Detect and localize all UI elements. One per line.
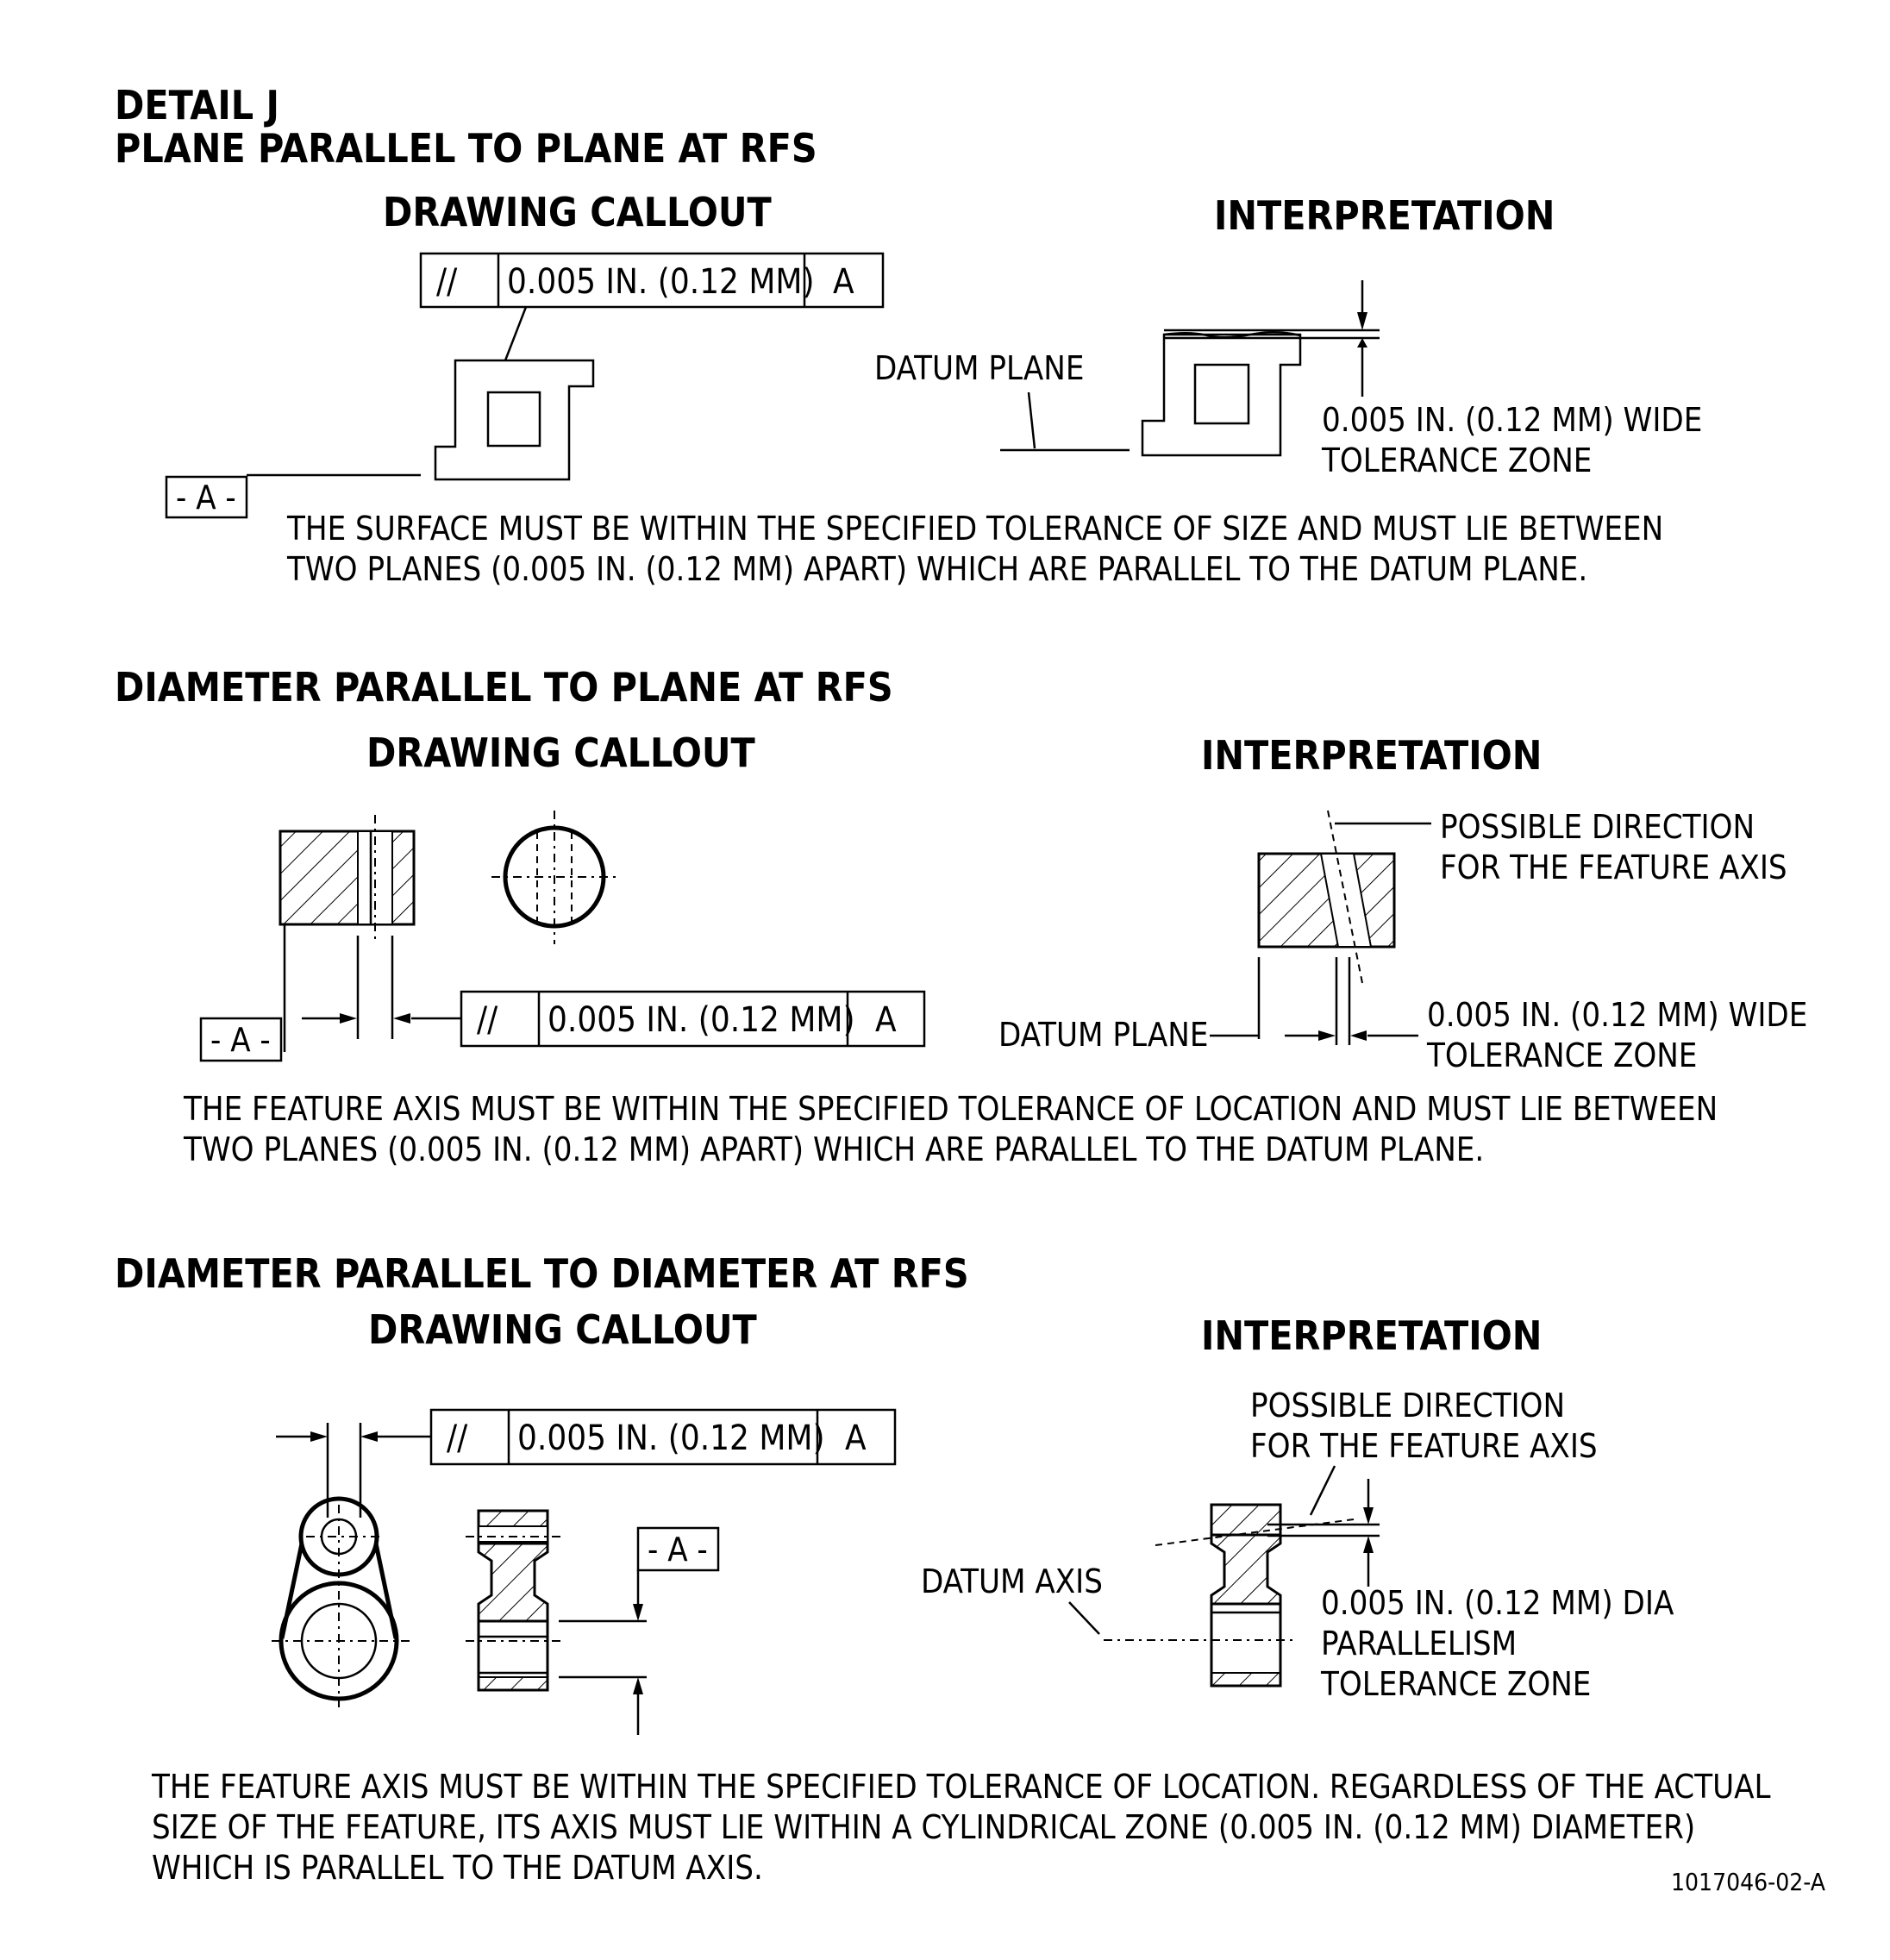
section-3-interp-title: INTERPRETATION (1201, 1312, 1543, 1359)
section-2-interp-block (1259, 811, 1394, 983)
section-2-end-view (491, 811, 616, 944)
section-3-interp-part (1104, 1505, 1354, 1686)
section-3-callout-title: DRAWING CALLOUT (368, 1306, 757, 1353)
section-3-direction-line2: FOR THE FEATURE AXIS (1250, 1427, 1598, 1465)
section-1-zone-line2: TOLERANCE ZONE (1322, 441, 1593, 479)
section-3-desc-line3: WHICH IS PARALLEL TO THE DATUM AXIS. (152, 1849, 763, 1887)
section-3-zone-line3: TOLERANCE ZONE (1321, 1665, 1592, 1703)
section-3-datum-label: DATUM AXIS (921, 1562, 1103, 1600)
section-3-datum-tag: - A - (648, 1531, 708, 1569)
section-1-part-window (488, 392, 540, 446)
section-2-zone-line2: TOLERANCE ZONE (1427, 1036, 1698, 1074)
section-1-part (435, 360, 593, 479)
fcf-datum: A (845, 1418, 867, 1458)
section-3-desc-line2: SIZE OF THE FEATURE, ITS AXIS MUST LIE WITHIN A CYLINDRICAL ZONE (0.005 IN. (0.12 MM) DIAMETER) (152, 1808, 1696, 1846)
section-3-zone-line1: 0.005 IN. (0.12 MM) DIA (1321, 1584, 1674, 1622)
fcf-datum: A (875, 1000, 897, 1040)
section-3-section-view (466, 1511, 565, 1690)
section-3-zone-line2: PARALLELISM (1321, 1625, 1518, 1663)
fcf-tolerance: 0.005 IN. (0.12 MM) (517, 1418, 825, 1458)
parallelism-symbol: // (447, 1418, 468, 1458)
section-1-callout-title: DRAWING CALLOUT (383, 189, 772, 235)
direction-3-leader (1311, 1466, 1335, 1515)
section-3-link-arm (272, 1499, 410, 1707)
section-1-interp-part (1142, 335, 1300, 455)
section-2-direction-line1: POSSIBLE DIRECTION (1440, 808, 1755, 846)
fcf-datum: A (833, 262, 854, 302)
section-2-direction-line2: FOR THE FEATURE AXIS (1440, 848, 1787, 886)
detail-title: DETAIL J (115, 82, 279, 128)
section-2-feature-control-frame (461, 992, 924, 1046)
fcf-tolerance: 0.005 IN. (0.12 MM) (548, 1000, 855, 1040)
section-1-desc-line1: THE SURFACE MUST BE WITHIN THE SPECIFIED TOLERANCE OF SIZE AND MUST LIE BETWEEN (287, 510, 1664, 548)
section-2-interp-title: INTERPRETATION (1201, 732, 1543, 779)
parallelism-symbol: // (436, 262, 458, 302)
section-1-heading: PLANE PARALLEL TO PLANE AT RFS (115, 125, 817, 172)
datum-axis-leader (1069, 1602, 1099, 1634)
section-2-datum-tag: - A - (210, 1021, 271, 1059)
section-2-zone-line1: 0.005 IN. (0.12 MM) WIDE (1427, 996, 1808, 1034)
section-2-datum-label: DATUM PLANE (998, 1016, 1209, 1054)
section-1-datum-label: DATUM PLANE (874, 349, 1085, 387)
section-1-interp-window (1195, 365, 1249, 423)
section-3-desc-line1: THE FEATURE AXIS MUST BE WITHIN THE SPECIFIED TOLERANCE OF LOCATION. REGARDLESS OF THE ACTUAL (152, 1768, 1771, 1806)
section-3-direction-line1: POSSIBLE DIRECTION (1250, 1387, 1566, 1425)
parallelism-symbol: // (477, 1000, 498, 1040)
section-1-desc-line2: TWO PLANES (0.005 IN. (0.12 MM) APART) WHICH ARE PARALLEL TO THE DATUM PLANE. (287, 550, 1588, 588)
section-2-callout-block (280, 815, 414, 940)
section-1-datum-tag: - A - (176, 479, 236, 517)
section-1-interp-title: INTERPRETATION (1214, 192, 1555, 239)
fcf-tolerance: 0.005 IN. (0.12 MM) (507, 262, 815, 302)
section-2-desc-line2: TWO PLANES (0.005 IN. (0.12 MM) APART) WHICH ARE PARALLEL TO THE DATUM PLANE. (184, 1130, 1485, 1168)
section-3-feature-control-frame (431, 1410, 895, 1464)
section-2-desc-line1: THE FEATURE AXIS MUST BE WITHIN THE SPECIFIED TOLERANCE OF LOCATION AND MUST LIE BETWEEN (184, 1090, 1718, 1128)
figure-id: 1017046-02-A (1671, 1868, 1826, 1896)
section-2-heading: DIAMETER PARALLEL TO PLANE AT RFS (115, 664, 893, 711)
section-1-leader (505, 307, 526, 360)
section-1-feature-control-frame (421, 254, 883, 307)
section-2-callout-title: DRAWING CALLOUT (366, 730, 755, 776)
section-1-zone-line1: 0.005 IN. (0.12 MM) WIDE (1322, 401, 1703, 439)
datum-plane-leader (1029, 392, 1035, 448)
section-3-heading: DIAMETER PARALLEL TO DIAMETER AT RFS (115, 1250, 969, 1297)
